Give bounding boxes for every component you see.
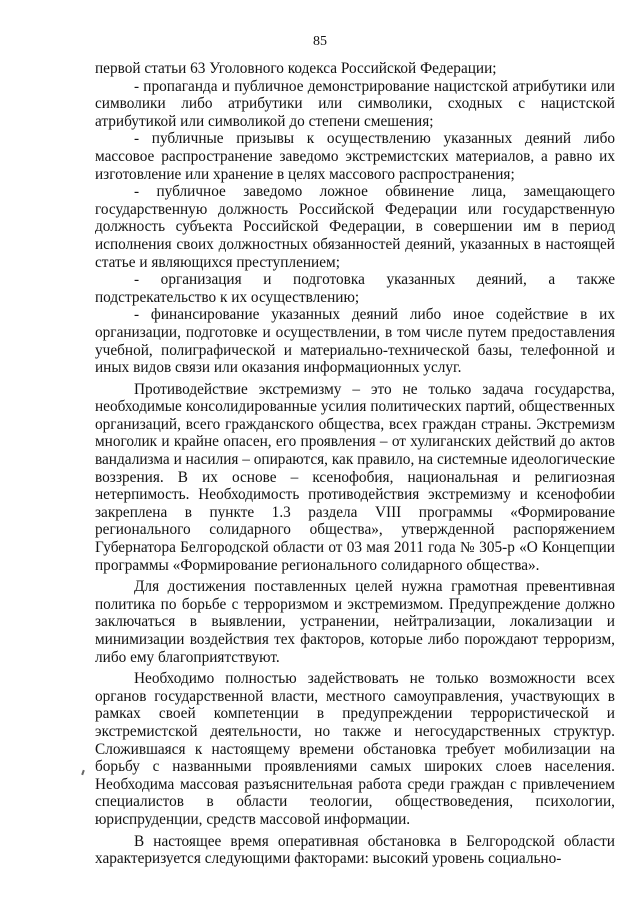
paragraph-2: - пропаганда и публичное демонстрирование нацистской атрибутики или символики либо атрибутики или символики, сходных с нацистской атрибутикой или символикой до степени смешения; [95, 77, 615, 130]
paragraph-10: В настоящее время оперативная обстановка в Белгородской области характеризуется следующими факторами: высокий уровень социально- [95, 832, 615, 868]
page-number: 85 [313, 34, 327, 49]
scan-speck [81, 770, 85, 775]
paragraph-7: Противодействие экстремизму – это не только задача государства, необходимые консолидированные усилия политических партий, общественных организаций, всего гражданского общества, всех граждан страны. Экстремизм многолик и крайне опасен, его проявления – от хулиганских действий до актов вандализма и насилия – опираются, как правило, на системные идеологические воззрения. В их основе – ксенофобия, национальная и религиозная нетерпимость. Необходимость противодействия экстремизму и ксенофобии закреплена в пункте 1.3 раздела VIII программы «Формирование регионального солидарного общества», утвержденной распоряжением Губернатора Белгородской области от 03 мая 2011 года № 305-р «О Концепции программы «Формирование регионального солидарного общества». [95, 380, 615, 574]
paragraph-3: - публичные призывы к осуществлению указанных деяний либо массовое распространение заведомо экстремистских материалов, а равно их изготовление или хранение в целях массового распространения; [95, 130, 615, 183]
paragraph-8: Для достижения поставленных целей нужна грамотная превентивная политика по борьбе с терроризмом и экстремизмом. Предупреждение должно заключаться в выявлении, устранении, нейтрализации, локализации и минимизации воздействия тех факторов, которые либо порождают терроризм, либо ему благоприятствуют. [95, 578, 615, 666]
paragraph-1: первой статьи 63 Уголовного кодекса Российской Федерации; [95, 60, 497, 77]
paragraph-5: - организация и подготовка указанных деяний, а также подстрекательство к их осуществлению; [95, 271, 615, 306]
paragraph-6: - финансирование указанных деяний либо иное содействие в их организации, подготовке и осуществлении, в том числе путем предоставления учебной, полиграфической и материально-технической базы, телефонной и иных видов связи или оказания информационных услуг. [95, 306, 615, 377]
paragraph-9: Необходимо полностью задействовать не только возможности всех органов государственной власти, местного самоуправления, участвующих в рамках своей компетенции в предупреждении террористической и экстремистской деятельности, но также и негосударственных структур. Сложившаяся к настоящему времени обстановка требует мобилизации на борьбу с названными проявлениями самых широких слоев населения. Необходима массовая разъяснительная работа среди граждан с привлечением специалистов в области теологии, обществоведения, психологии, юриспруденции, средств массовой информации. [95, 670, 615, 828]
document-body [95, 56, 615, 868]
paragraph-4: - публичное заведомо ложное обвинение лица, замещающего государственную должность Российской Федерации или государственную должность субъекта Российской Федерации, в совершении им в период исполнения своих должностных обязанностей деяний, указанных в настоящей статье и являющихся преступлением; [95, 183, 615, 271]
